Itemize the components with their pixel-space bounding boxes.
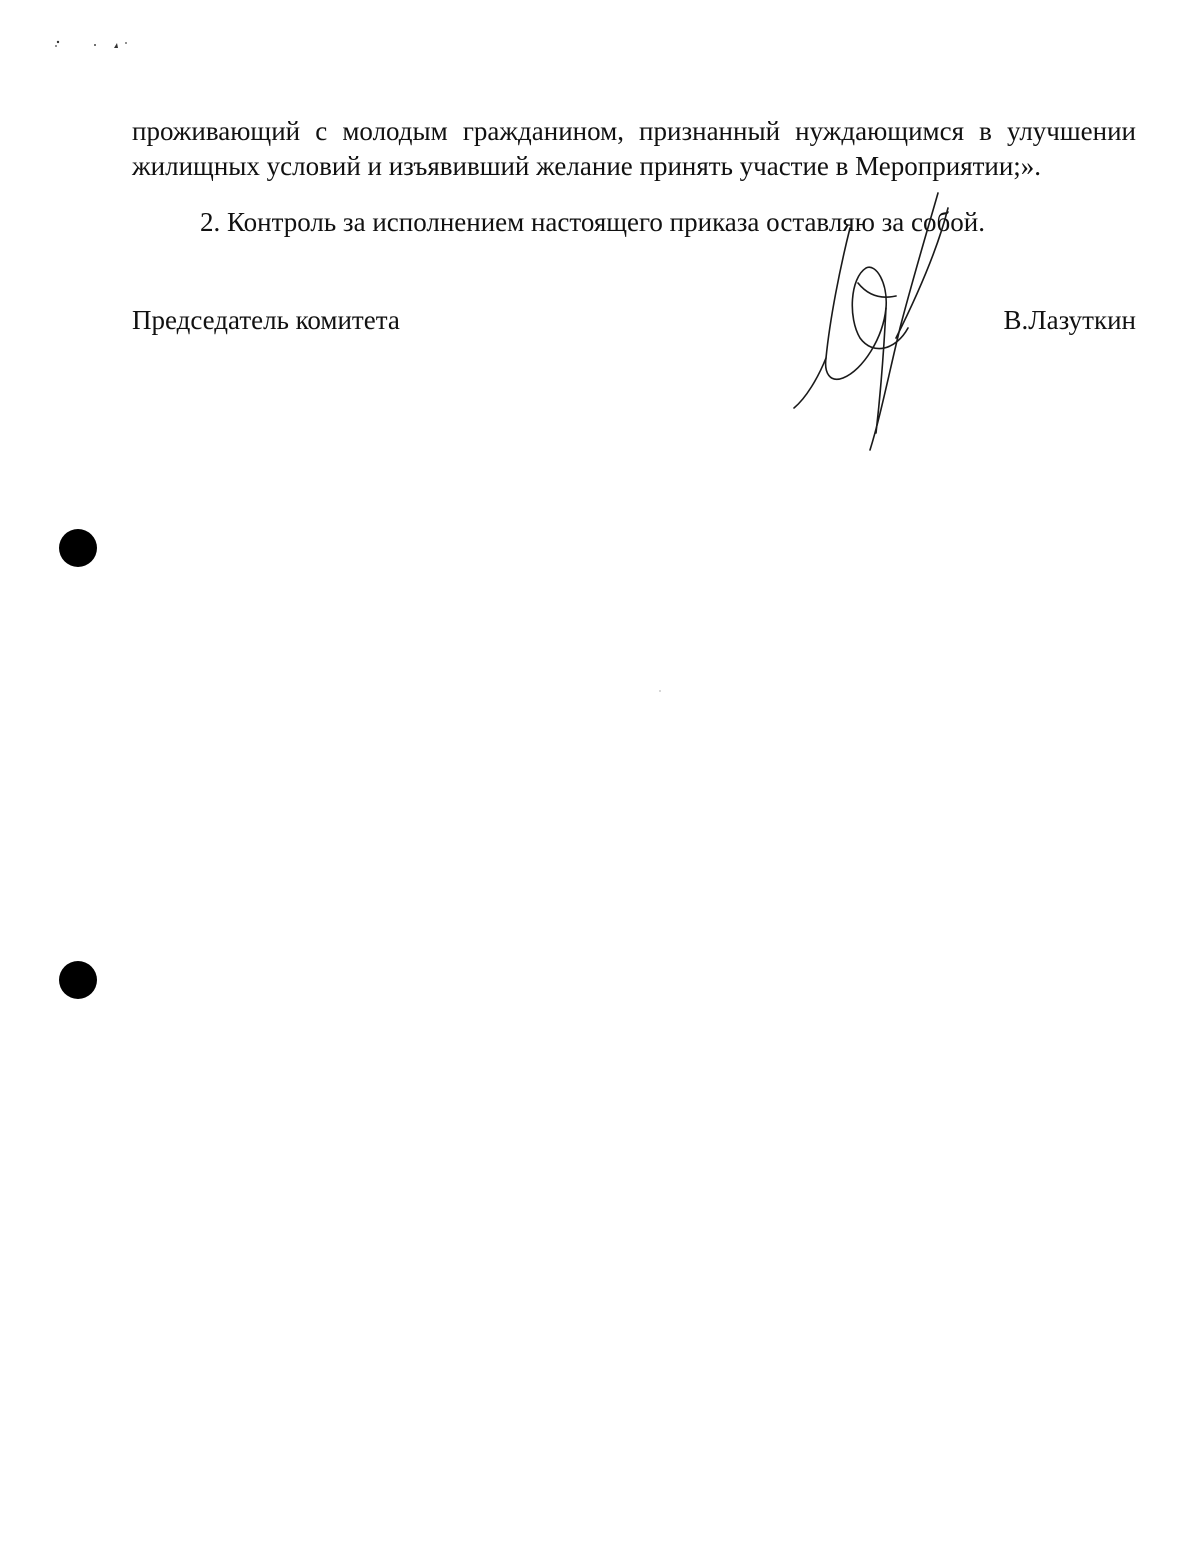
paragraph-2: 2. Контроль за исполнением настоящего приказа оставляю за собой.: [200, 207, 985, 237]
punch-hole: [59, 961, 97, 999]
paragraph-line: жилищных условий и изъявивший желание принять участие в Мероприятии;».: [132, 151, 1042, 181]
position-title: Председатель комитета: [132, 305, 400, 335]
scan-dust: [659, 690, 661, 692]
punch-hole: [59, 529, 97, 567]
signer-name: В.Лазуткин: [1003, 305, 1136, 335]
scan-specks: [40, 32, 150, 56]
paragraph-line: проживающий с молодым гражданином, признанный нуждающимся в улучшении: [132, 116, 1136, 146]
handwritten-signature: [788, 188, 978, 458]
paragraph-continuation: [132, 114, 1136, 184]
